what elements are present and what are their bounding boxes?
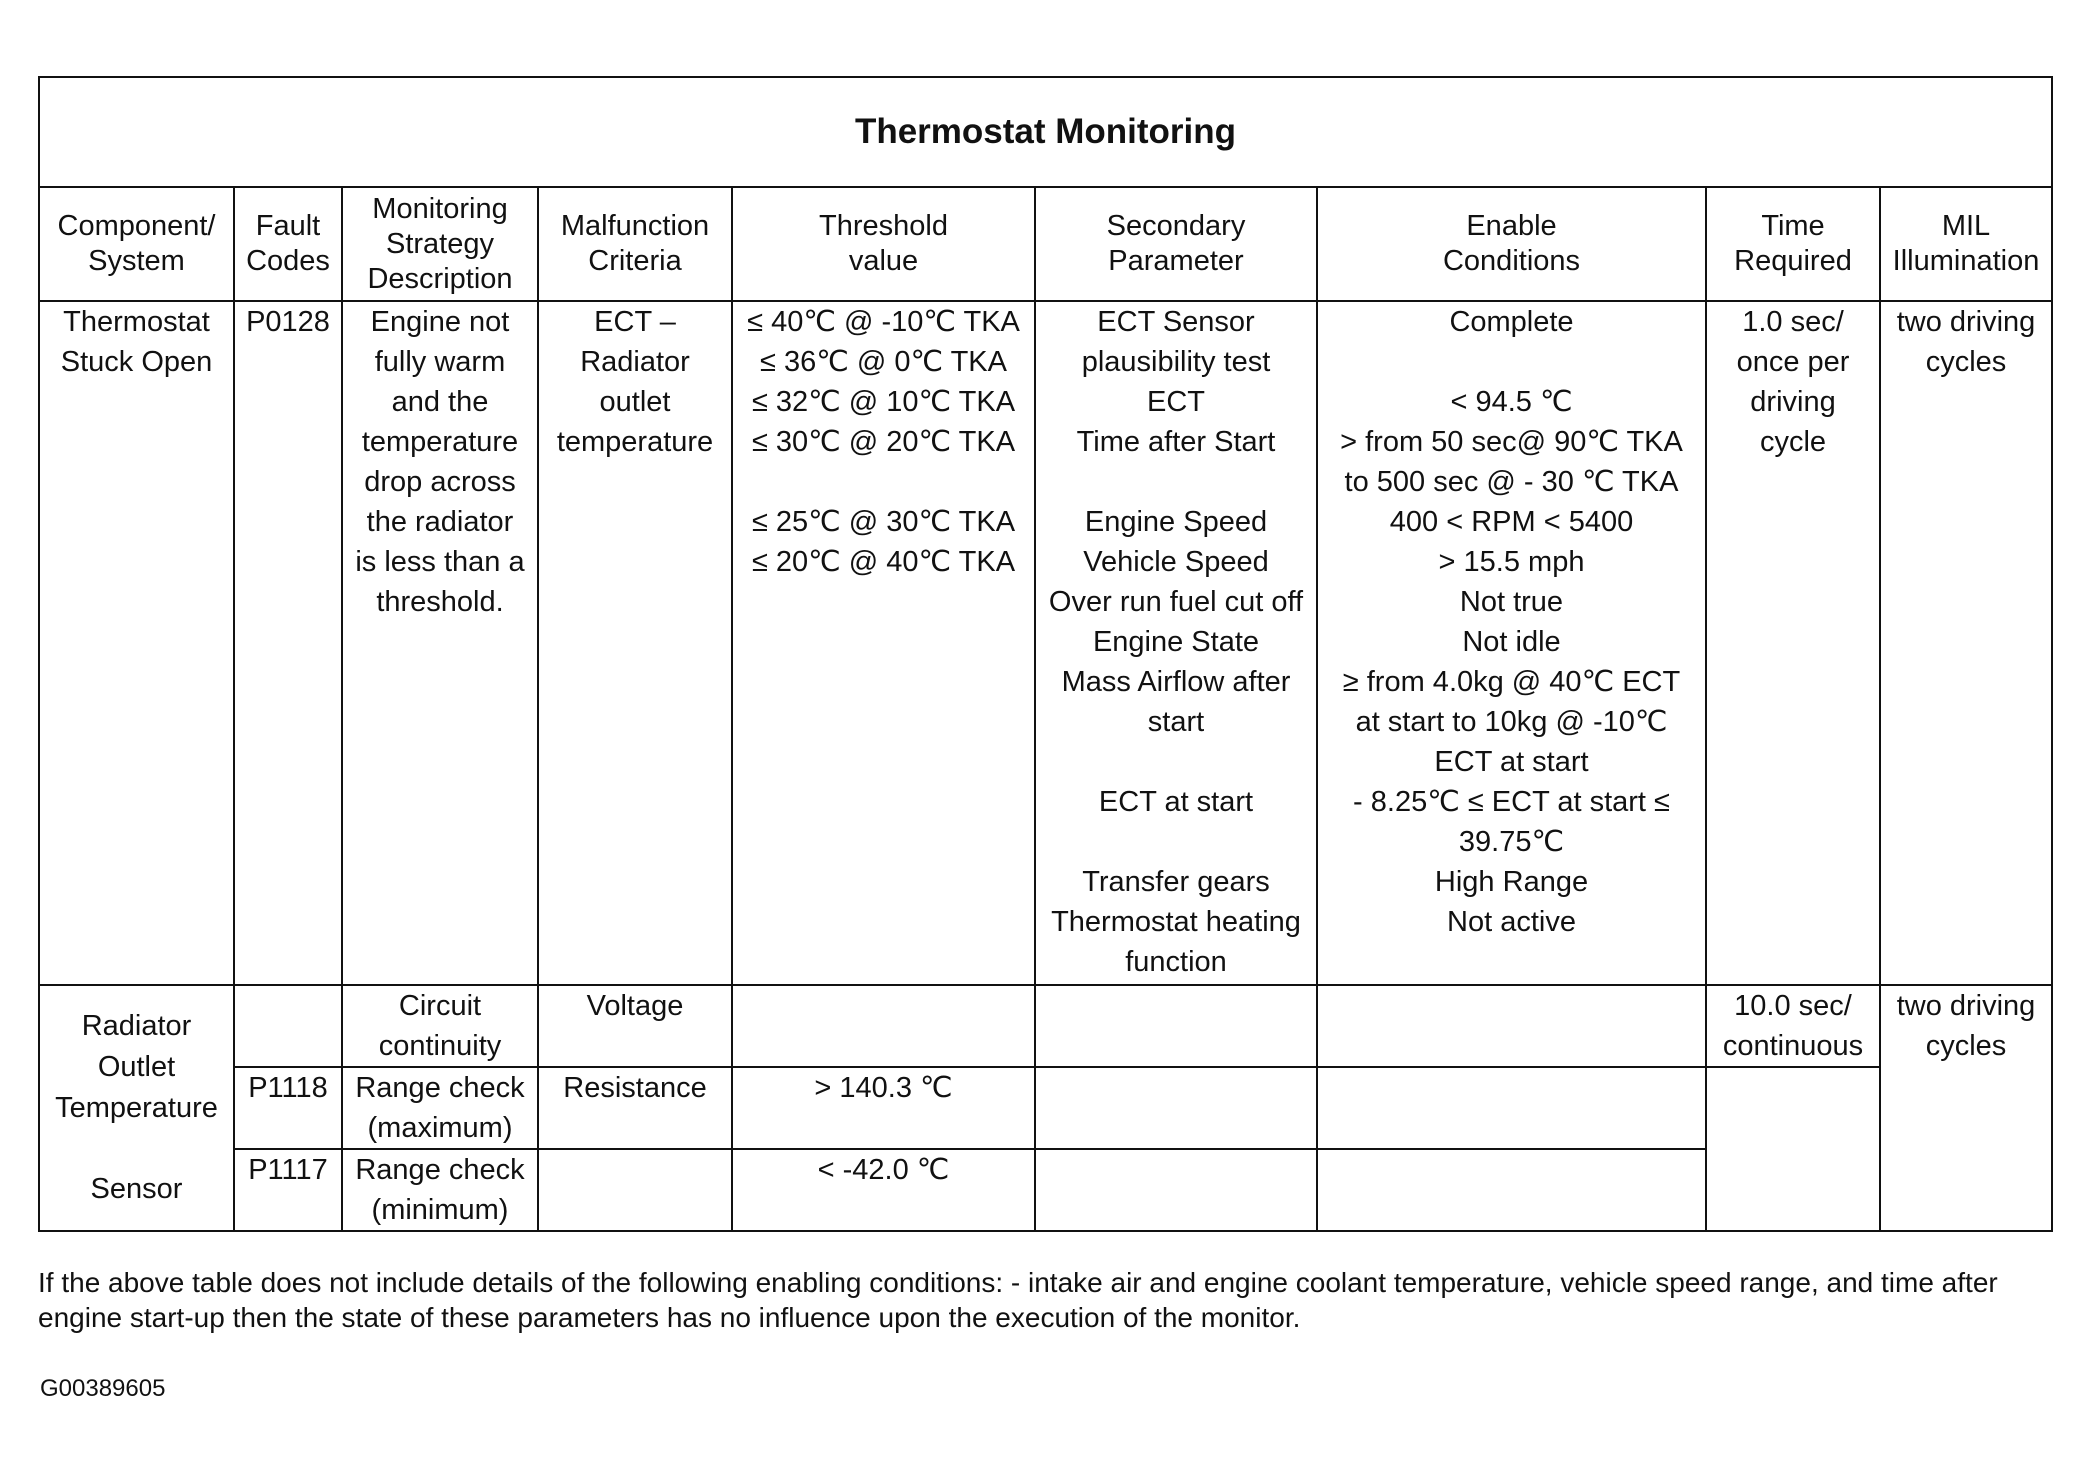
mil-radiator-sensor: two driving cycles xyxy=(1880,985,2052,1231)
secondary-stuck-open: ECT Sensor plausibility test ECT Time after Start Engine Speed Vehicle Speed Over run fuel cut off Engine State Mass Airflow after start ECT at start Transfer gears Thermostat heating function xyxy=(1035,301,1317,985)
monitoring-table xyxy=(38,76,2053,1232)
header-strategy: Monitoring Strategy Description xyxy=(342,187,538,301)
secondary-circuit-continuity xyxy=(1035,985,1317,1067)
footnote: If the above table does not include details of the following enabling conditions: - intake air and engine coolant temperature, vehicle speed range, and time after engine start-up then the state of these parameters has no influence upon the execution of the monitor. xyxy=(38,1267,1998,1333)
table-row-stuck-open xyxy=(39,301,2052,985)
enable-p1118 xyxy=(1317,1067,1706,1149)
malfunction-resistance: Resistance xyxy=(538,1067,732,1149)
header-row xyxy=(39,187,2052,301)
header-fault-codes: Fault Codes xyxy=(234,187,342,301)
enable-stuck-open: Complete < 94.5 ℃ > from 50 sec@ 90℃ TKA to 500 sec @ - 30 ℃ TKA 400 < RPM < 5400 > 15.5 mph Not true Not idle ≥ from 4.0kg @ 40℃ ECT at start to 10kg @ -10℃ ECT at start - 8.25℃ ≤ ECT at start ≤ 39.75℃ High Range Not active xyxy=(1317,301,1706,985)
time-stuck-open: 1.0 sec/ once per driving cycle xyxy=(1706,301,1880,985)
enable-circuit-continuity xyxy=(1317,985,1706,1067)
malfunction-voltage: Voltage xyxy=(538,985,732,1067)
strategy-stuck-open: Engine not fully warm and the temperature drop across the radiator is less than a threshold. xyxy=(342,301,538,985)
header-malfunction: Malfunction Criteria xyxy=(538,187,732,301)
header-mil: MIL Illumination xyxy=(1880,187,2052,301)
strategy-range-check-max: Range check (maximum) xyxy=(342,1067,538,1149)
threshold-stuck-open: ≤ 40℃ @ -10℃ TKA ≤ 36℃ @ 0℃ TKA ≤ 32℃ @ 10℃ TKA ≤ 30℃ @ 20℃ TKA ≤ 25℃ @ 30℃ TKA ≤ 20℃ @ 40℃ TKA xyxy=(732,301,1035,985)
fault-code-p1118: P1118 xyxy=(234,1067,342,1149)
mil-stuck-open: two driving cycles xyxy=(1880,301,2052,985)
time-p1118-p1117 xyxy=(1706,1067,1880,1231)
threshold-circuit-continuity xyxy=(732,985,1035,1067)
secondary-p1118 xyxy=(1035,1067,1317,1149)
component-radiator-sensor: Radiator Outlet Temperature Sensor xyxy=(39,985,234,1231)
threshold-p1118: > 140.3 ℃ xyxy=(732,1067,1035,1149)
table-row-p1118 xyxy=(39,1067,2052,1149)
header-secondary: Secondary Parameter xyxy=(1035,187,1317,301)
strategy-range-check-min: Range check (minimum) xyxy=(342,1149,538,1231)
figure-id: G00389605 xyxy=(40,1375,166,1402)
table-row-circuit-continuity xyxy=(39,985,2052,1067)
thermostat-monitoring-sheet xyxy=(38,76,2051,1232)
component-stuck-open: Thermostat Stuck Open xyxy=(39,301,234,985)
time-radiator-sensor: 10.0 sec/ continuous xyxy=(1706,985,1880,1067)
table-title: Thermostat Monitoring xyxy=(39,77,2052,187)
header-enable: Enable Conditions xyxy=(1317,187,1706,301)
header-threshold: Threshold value xyxy=(732,187,1035,301)
fault-code-p1117: P1117 xyxy=(234,1149,342,1231)
malfunction-p1117 xyxy=(538,1149,732,1231)
fault-code-p0128: P0128 xyxy=(234,301,342,985)
malfunction-stuck-open: ECT – Radiator outlet temperature xyxy=(538,301,732,985)
enable-p1117 xyxy=(1317,1149,1706,1231)
header-component: Component/ System xyxy=(39,187,234,301)
strategy-circuit-continuity: Circuit continuity xyxy=(342,985,538,1067)
threshold-p1117: < -42.0 ℃ xyxy=(732,1149,1035,1231)
fault-code-blank xyxy=(234,985,342,1067)
header-time: Time Required xyxy=(1706,187,1880,301)
secondary-p1117 xyxy=(1035,1149,1317,1231)
